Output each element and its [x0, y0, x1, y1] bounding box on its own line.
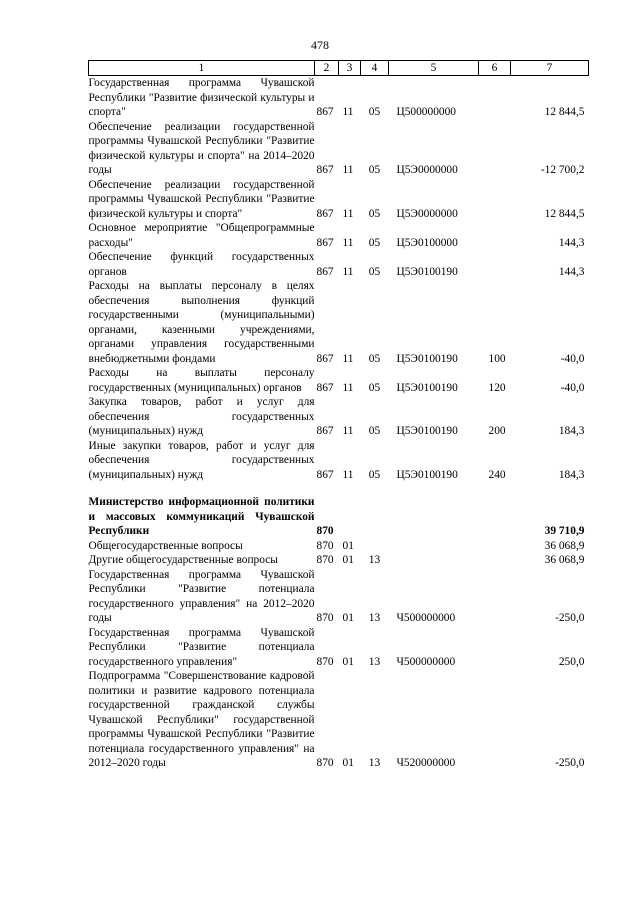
row-name: Расходы на выплаты персоналу государственных (муниципальных) органов [88, 367, 315, 394]
row-target-article: Ч500000000 [396, 655, 456, 668]
table-header-row [89, 61, 589, 76]
row-section: 11 [342, 468, 354, 481]
row-amount: -12 700,2 [540, 164, 585, 176]
row-section: 11 [342, 265, 354, 278]
header-cell: 6 [479, 61, 511, 76]
budget-table [88, 60, 589, 771]
row-target-article: Ч520000000 [396, 757, 456, 769]
row-chapter: 867 [316, 236, 334, 249]
row-target-article: Ц5Э0000000 [396, 207, 458, 220]
row-subsection: 13 [368, 612, 381, 624]
row-subsection: 05 [368, 236, 381, 249]
row-subsection: 13 [368, 757, 381, 769]
row-subsection [361, 495, 389, 539]
page-number: 478 [311, 38, 329, 52]
row-subsection: 05 [368, 265, 381, 278]
header-cell: 3 [339, 61, 361, 76]
table-row [89, 279, 589, 366]
row-target-article: Ц5Э0100000 [396, 236, 458, 249]
table-row [89, 366, 589, 395]
row-section: 11 [342, 164, 354, 176]
row-subsection [361, 539, 389, 554]
row-name: Обеспечение реализации государственной программы Чувашской Республики "Развитие физической культуры и спорта" [88, 178, 315, 220]
row-target-article [389, 495, 479, 539]
table-row [89, 439, 589, 483]
row-name: Государственная программа Чувашской Республики "Развитие потенциала государственного управления" [88, 626, 315, 668]
header-cell: 1 [89, 61, 315, 76]
row-amount: 184,3 [558, 468, 585, 481]
row-target-article [389, 539, 479, 554]
row-amount: -40,0 [560, 381, 585, 394]
row-chapter: 870 [316, 655, 334, 668]
row-chapter: 867 [316, 164, 334, 176]
row-name: Обеспечение функций государственных органов [88, 251, 315, 278]
row-amount: 144,3 [558, 236, 585, 249]
table-row [89, 395, 589, 439]
row-chapter: 867 [316, 425, 334, 437]
row-expense-type: 120 [488, 381, 506, 394]
row-section: 11 [342, 381, 354, 394]
row-section: 11 [342, 106, 354, 118]
table-row [89, 178, 589, 222]
row-expense-type [479, 495, 511, 539]
row-amount: -40,0 [560, 352, 585, 365]
row-target-article: Ц5Э0100190 [396, 381, 458, 394]
row-target-article: Ц500000000 [396, 106, 456, 118]
row-target-article: Ц5Э0000000 [396, 164, 458, 176]
row-section: 11 [342, 425, 354, 437]
row-expense-type [479, 669, 511, 771]
row-name: Государственная программа Чувашской Республики "Развитие физической культуры и спорта" [88, 77, 315, 118]
row-target-article: Ч500000000 [396, 612, 456, 624]
row-section: 11 [342, 236, 354, 249]
table-row [89, 250, 589, 279]
row-expense-type [479, 76, 511, 120]
header-cell: 2 [315, 61, 339, 76]
row-amount: 12 844,5 [544, 207, 585, 220]
row-chapter: 867 [316, 352, 334, 365]
row-chapter: 867 [316, 265, 334, 278]
row-expense-type [479, 221, 511, 250]
row-name: Обеспечение реализации государственной программы Чувашской Республики "Развитие физической культуры и спорта" на 2014–2020 годы [88, 120, 315, 176]
row-section: 01 [342, 655, 354, 668]
header-cell: 7 [511, 61, 589, 76]
row-name: Государственная программа Чувашской Республики "Развитие потенциала государственного управления" на 2012–2020 годы [88, 568, 315, 624]
row-name: Расходы на выплаты персоналу в целях обеспечения выполнения функций государственными (муниципальными) органами, казенными учреждениями, органами управления государственными внебюджетными фондами [88, 280, 315, 365]
row-target-article: Ц5Э0100190 [396, 352, 458, 365]
row-section: 11 [342, 352, 354, 365]
row-chapter: 870 [316, 554, 334, 566]
row-target-article [389, 553, 479, 568]
header-cell: 4 [361, 61, 389, 76]
row-expense-type [479, 178, 511, 222]
row-expense-type [479, 553, 511, 568]
row-expense-type: 100 [488, 352, 506, 365]
row-target-article: Ц5Э0100190 [396, 425, 458, 437]
row-chapter: 867 [316, 106, 334, 118]
row-section: 11 [342, 207, 354, 220]
row-target-article: Ц5Э0100190 [396, 265, 458, 278]
row-section: 01 [342, 612, 354, 624]
row-name: Другие общегосударственные вопросы [88, 554, 278, 566]
table-row [89, 626, 589, 670]
row-name: Основное мероприятие "Общепрограммные расходы" [88, 222, 315, 249]
row-subsection: 05 [368, 381, 381, 394]
row-subsection: 13 [368, 554, 381, 566]
row-target-article: Ц5Э0100190 [396, 468, 458, 481]
row-section: 01 [342, 554, 354, 566]
row-expense-type [479, 250, 511, 279]
header-cell: 5 [389, 61, 479, 76]
row-amount: 39 710,9 [544, 525, 585, 537]
row-subsection: 05 [368, 425, 381, 437]
row-section: 01 [342, 757, 354, 769]
row-chapter: 870 [316, 757, 334, 769]
spacer-cell [89, 482, 589, 495]
table-row [89, 669, 589, 771]
row-expense-type: 200 [488, 425, 506, 437]
row-subsection: 05 [368, 352, 381, 365]
row-chapter: 867 [316, 468, 334, 481]
row-name: Подпрограмма "Совершенствование кадровой политики и развитие кадрового потенциала государственной гражданской службы Чувашской Республики" государственной программы Чувашской Республики "Развитие потенциала государственного управления" на 2012–2020 годы [88, 670, 315, 769]
row-amount: 12 844,5 [544, 106, 585, 118]
row-amount: 36 068,9 [544, 539, 585, 552]
row-subsection: 05 [368, 164, 381, 176]
table-row [89, 568, 589, 626]
table-row [89, 221, 589, 250]
row-chapter: 870 [316, 539, 334, 552]
table-row [89, 539, 589, 554]
row-chapter: 870 [316, 612, 334, 624]
row-chapter: 870 [316, 525, 334, 537]
row-subsection: 05 [368, 468, 381, 481]
row-amount: 36 068,9 [544, 554, 585, 566]
row-expense-type: 240 [488, 468, 506, 481]
row-name: Общегосударственные вопросы [88, 539, 243, 552]
table-row [89, 76, 589, 120]
row-amount: 250,0 [558, 655, 585, 668]
row-section: 01 [342, 539, 354, 552]
row-amount: 144,3 [558, 265, 585, 278]
row-name: Закупка товаров, работ и услуг для обеспечения государственных (муниципальных) нужд [88, 396, 315, 437]
spacer-row [89, 482, 589, 495]
row-subsection: 05 [368, 106, 381, 118]
table-row [89, 553, 589, 568]
row-chapter: 867 [316, 207, 334, 220]
row-section [339, 495, 361, 539]
row-chapter: 867 [316, 381, 334, 394]
row-expense-type [479, 539, 511, 554]
row-amount: 184,3 [558, 425, 585, 437]
row-amount: -250,0 [555, 612, 585, 624]
row-subsection: 13 [368, 655, 381, 668]
table-row [89, 120, 589, 178]
row-expense-type [479, 120, 511, 178]
table-row [89, 495, 589, 539]
row-expense-type [479, 568, 511, 626]
row-expense-type [479, 626, 511, 670]
row-subsection: 05 [368, 207, 381, 220]
row-amount: -250,0 [555, 757, 585, 769]
row-name: Министерство информационной политики и массовых коммуникаций Чувашской Республики [88, 496, 315, 537]
row-name: Иные закупки товаров, работ и услуг для обеспечения государственных (муниципальных) нужд [88, 439, 315, 481]
